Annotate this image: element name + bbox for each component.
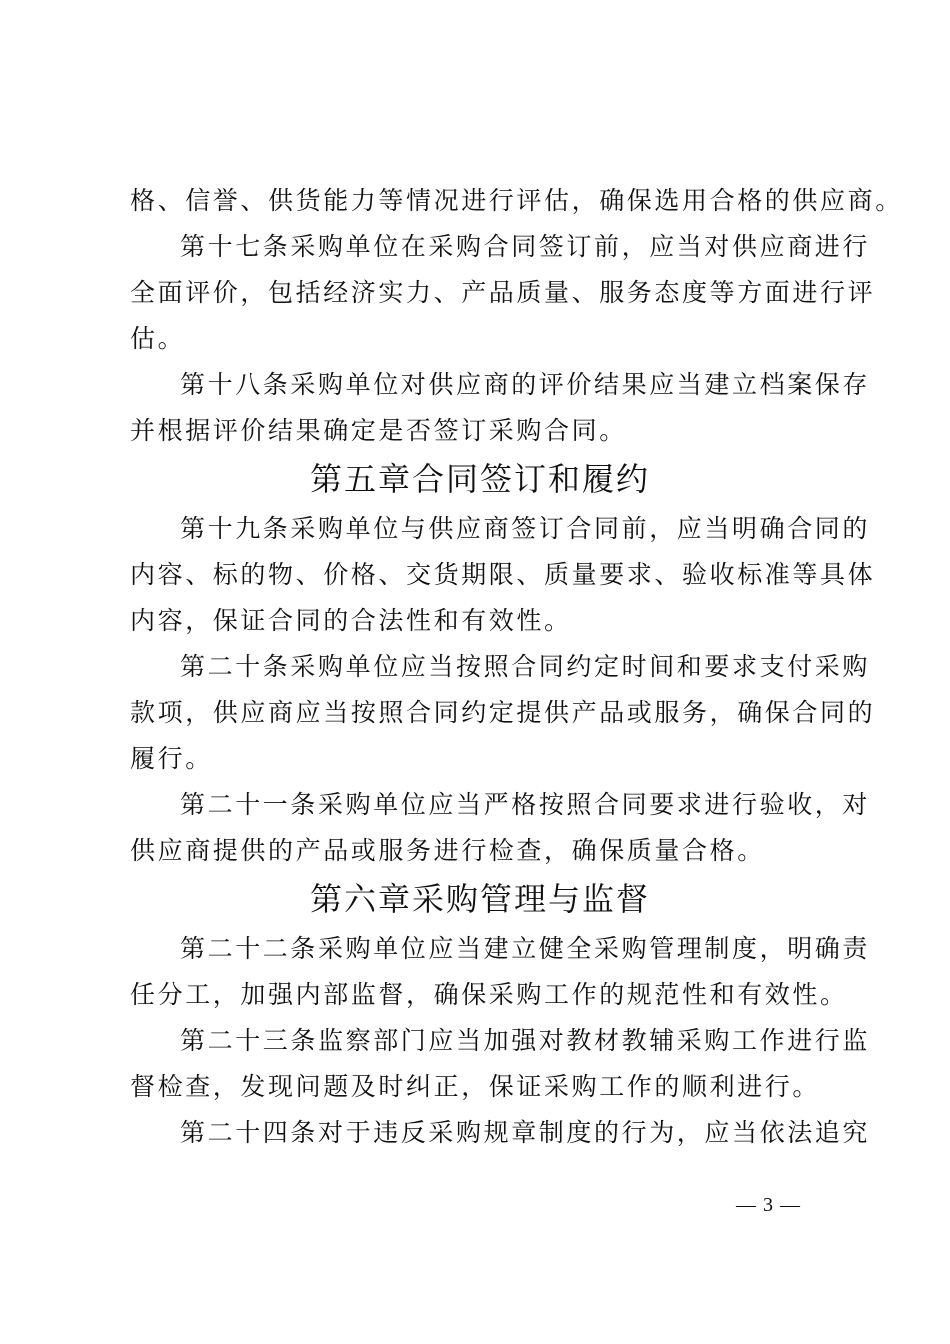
article-24 <box>130 1110 871 1156</box>
text-line: 第十七条采购单位在采购合同签订前，应当对供应商进行 <box>180 232 871 261</box>
paragraph-continuation <box>130 178 903 224</box>
chapter-5-heading: 第五章合同签订和履约 <box>309 460 650 498</box>
article-18 <box>130 362 871 454</box>
text-line: 第十九条采购单位与供应商签订合同前，应当明确合同的 <box>180 514 871 543</box>
article-17 <box>130 224 876 362</box>
text-line: 履行。 <box>130 744 213 773</box>
article-23 <box>130 1018 871 1110</box>
document-body <box>130 178 903 1156</box>
text-line: 督检查，发现问题及时纠正，保证采购工作的顺利进行。 <box>130 1072 821 1101</box>
text-line: 内容、标的物、价格、交货期限、质量要求、验收标准等具体 <box>130 560 876 589</box>
text-line: 供应商提供的产品或服务进行检查，确保质量合格。 <box>130 836 765 865</box>
text-line: 并根据评价结果确定是否签订采购合同。 <box>130 416 627 445</box>
page-number: — 3 — <box>736 1194 801 1216</box>
text-line: 第十八条采购单位对供应商的评价结果应当建立档案保存 <box>180 370 871 399</box>
text-line: 格、信誉、供货能力等情况进行评估，确保选用合格的供应商。 <box>130 186 903 215</box>
text-line: 第二十条采购单位应当按照合同约定时间和要求支付采购 <box>180 652 871 681</box>
text-line: 任分工，加强内部监督，确保采购工作的规范性和有效性。 <box>130 980 848 1009</box>
text-line: 第二十二条采购单位应当建立健全采购管理制度，明确责 <box>180 934 871 963</box>
article-20 <box>130 644 876 782</box>
text-line: 款项，供应商应当按照合同约定提供产品或服务，确保合同的 <box>130 698 876 727</box>
text-line: 估。 <box>130 324 186 353</box>
chapter-6-heading: 第六章采购管理与监督 <box>309 880 650 918</box>
text-line: 内容，保证合同的合法性和有效性。 <box>130 606 572 635</box>
article-21 <box>130 782 871 874</box>
article-19 <box>130 506 876 644</box>
text-line: 全面评价，包括经济实力、产品质量、服务态度等方面进行评 <box>130 278 876 307</box>
text-line: 第二十四条对于违反采购规章制度的行为，应当依法追究 <box>180 1118 871 1147</box>
article-22 <box>130 926 871 1018</box>
text-line: 第二十三条监察部门应当加强对教材教辅采购工作进行监 <box>180 1026 871 1055</box>
text-line: 第二十一条采购单位应当严格按照合同要求进行验收，对 <box>180 790 871 819</box>
